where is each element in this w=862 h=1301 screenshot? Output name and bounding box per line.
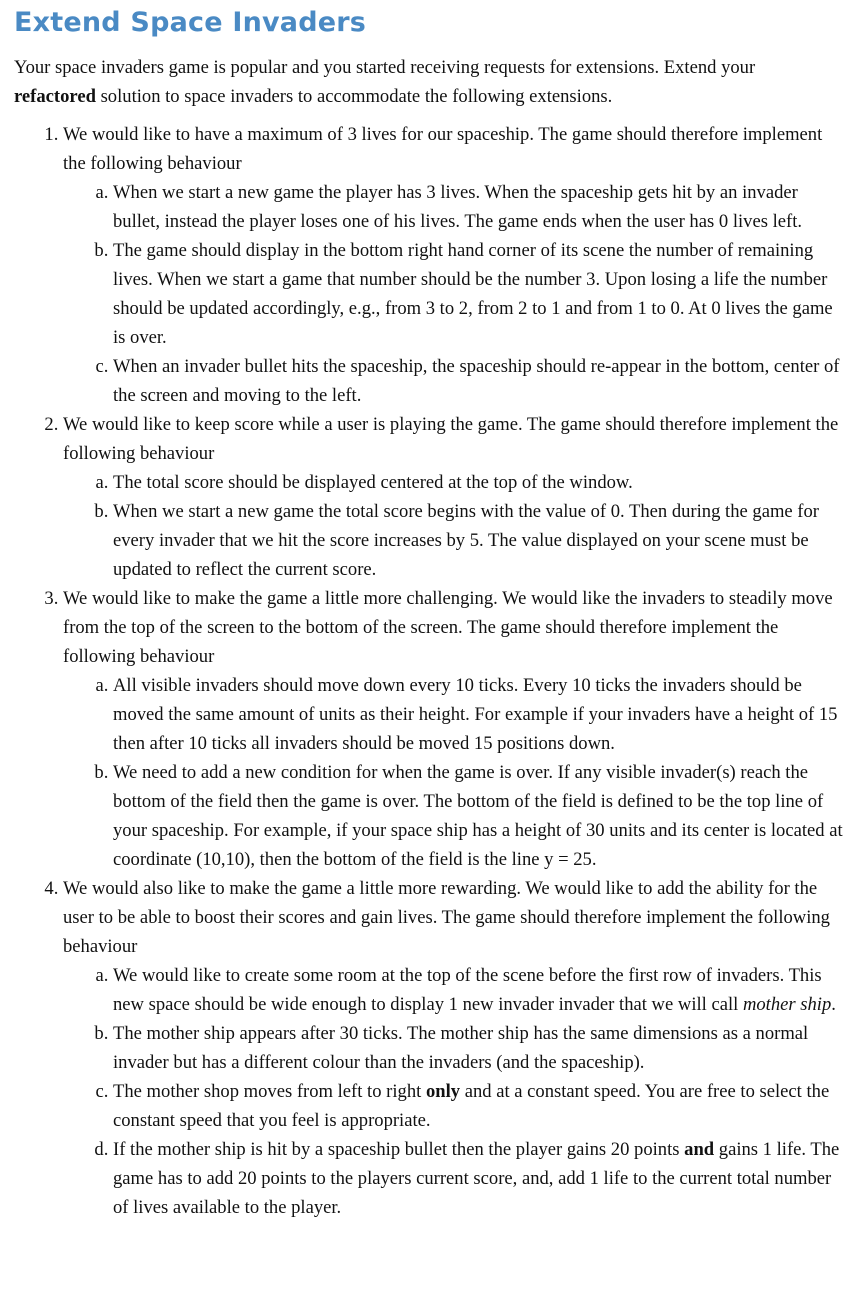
extension-item-1 (63, 120, 846, 410)
extension-2b: b. When we start a new game the total score begins with the value of 0. Then during the game for every invader that we hit the score increases by 5. The value displayed on your scene must be updated to reflect the current score. (113, 497, 846, 584)
page-title: Extend Space Invaders (14, 7, 367, 38)
extension-1b: b. The game should display in the bottom right hand corner of its scene the number of remaining lives. When we start a game that number should be the number 3. Upon losing a life the number should be updated accordingly, e.g., from 3 to 2, from 2 to 1 and from 1 to 0. At 0 lives the game is over. (113, 236, 846, 352)
extension-4a-text-end: . (831, 994, 836, 1015)
extension-item-2 (63, 410, 846, 584)
extension-item-4 (63, 874, 846, 1222)
extension-4d (113, 1135, 846, 1222)
extension-2-sublist (63, 468, 846, 584)
extension-4-text: We would also like to make the game a little more rewarding. We would like to add the ability for the user to be able to boost their scores and gain lives. The game should therefore implement the following behaviour (63, 878, 830, 957)
extension-4c (113, 1077, 846, 1135)
extension-1-sublist (63, 178, 846, 410)
intro-paragraph (14, 53, 846, 111)
extension-1c: c. When an invader bullet hits the spaceship, the spaceship should re-appear in the bottom, center of the screen and moving to the left. (113, 352, 846, 410)
extension-2a: a. The total score should be displayed centered at the top of the window. (113, 468, 846, 497)
extension-4c-text-end: and at a constant speed. You are free to select the constant speed that you feel is appropriate. (113, 1081, 830, 1131)
extension-4-sublist (63, 961, 846, 1222)
extension-4b: b. The mother ship appears after 30 ticks. The mother ship has the same dimensions as a normal invader but has a different colour than the invaders (and the spaceship). (113, 1019, 846, 1077)
intro-text-end: solution to space invaders to accommodate the following extensions. (95, 86, 613, 107)
extension-3-text: We would like to make the game a little more challenging. We would like the invaders to steadily move from the top of the screen to the bottom of the screen. The game should therefore implement the following behaviour (63, 588, 833, 667)
extension-1-text: We would like to have a maximum of 3 lives for our spaceship. The game should therefore implement the following behaviour (63, 124, 823, 174)
extension-4a-mother-ship-italic: mother ship (742, 994, 832, 1015)
extension-item-3 (63, 584, 846, 874)
extension-4d-text-start: If the mother ship is hit by a spaceship bullet then the player gains 20 points (113, 1139, 685, 1160)
extension-4d-text-end: gains 1 life. The game has to add 20 points to the players current score, and, add 1 life to the current total number of lives available to the player. (113, 1139, 840, 1218)
extensions-list (14, 120, 846, 1222)
extension-4c-bold-only: only (425, 1081, 461, 1102)
extension-2-text: We would like to keep score while a user is playing the game. The game should therefore implement the following behaviour (63, 414, 839, 464)
extension-4a (113, 961, 846, 1019)
extension-3b: b. We need to add a new condition for when the game is over. If any visible invader(s) reach the bottom of the field then the game is over. The bottom of the field is defined to be the top line of your spaceship. For example, if your space ship has a height of 30 units and its center is located at coordinate (10,10), then the bottom of the field is the line y = 25. (113, 758, 846, 874)
extension-3a: a. All visible invaders should move down every 10 ticks. Every 10 ticks the invaders should be moved the same amount of units as their height. For example if your invaders have a height of 15 then after 10 ticks all invaders should be moved 15 positions down. (113, 671, 846, 758)
extension-4d-bold-and: and (684, 1139, 715, 1160)
extension-1a: a. When we start a new game the player has 3 lives. When the spaceship gets hit by an invader bullet, instead the player loses one of his lives. The game ends when the user has 0 lives left. (113, 178, 846, 236)
extension-3-sublist (63, 671, 846, 874)
extension-4c-text-start: The mother shop moves from left to right (113, 1081, 426, 1102)
intro-text-start: Your space invaders game is popular and you started receiving requests for extensions. Extend your (14, 57, 756, 78)
extension-4a-text-start: We would like to create some room at the top of the scene before the first row of invaders. This new space should be wide enough to display 1 new invader invader that we will call (113, 965, 822, 1015)
intro-bold-refactored: refactored (14, 86, 96, 107)
